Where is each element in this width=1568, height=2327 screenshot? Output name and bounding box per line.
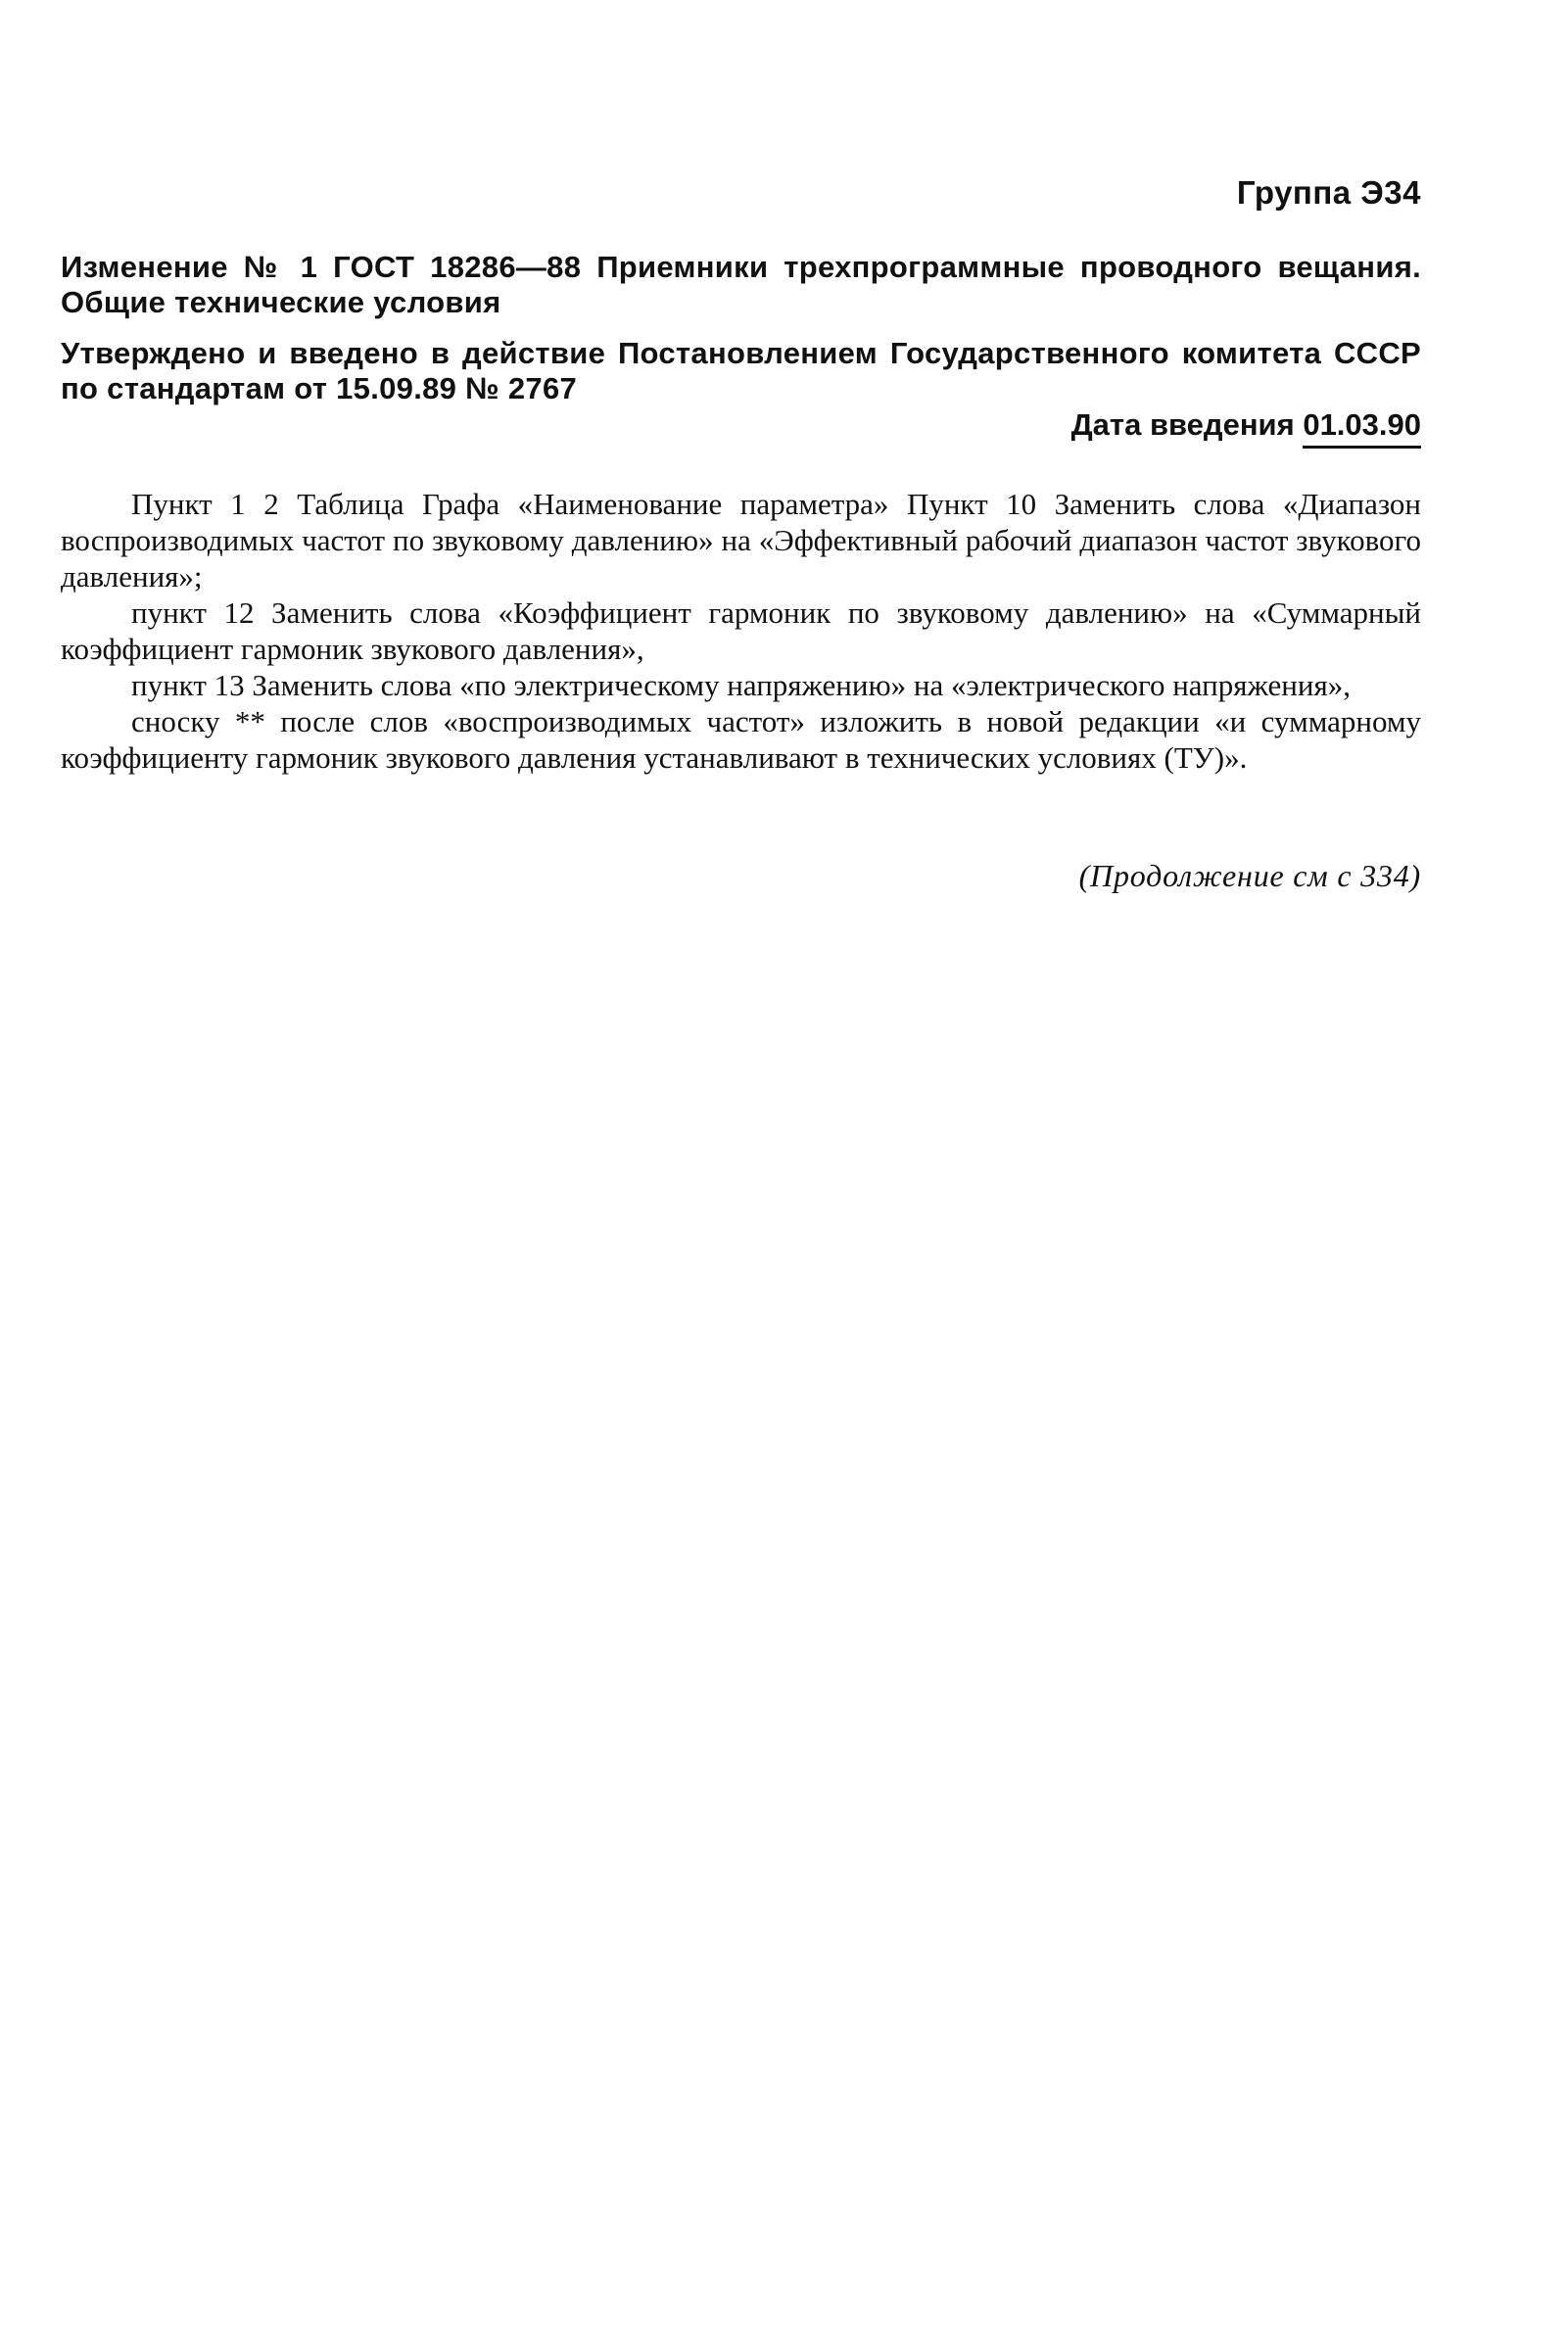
amendment-paragraph-item-13: пункт 13 Заменить слова «по электрическому напряжению» на «электрического напряжения», — [131, 668, 1351, 702]
change-notice-heading: Изменение № 1 ГОСТ 18286—88 Приемники трехпрограммные проводного вещания. Общие технические условия — [61, 250, 1421, 319]
amendment-body — [61, 486, 1421, 776]
continuation-note: (Продолжение см с 334) — [1078, 858, 1421, 893]
amendment-paragraph-footnote: сноску ** после слов «воспроизводимых частот» изложить в новой редакции «и суммарному коэффициенту гармоник звукового давления устанавливают в технических условиях (ТУ)». — [61, 704, 1421, 775]
group-label: Группа Э34 — [1236, 174, 1421, 211]
approval-statement: Утверждено и введено в действие Постановлением Государственного комитета СССР по стандартам от 15.09.89 № 2767 — [61, 336, 1421, 405]
introduction-date — [1071, 407, 1421, 443]
introduction-date-value: 01.03.90 — [1303, 407, 1421, 449]
amendment-paragraph-item-10: Пункт 1 2 Таблица Графа «Наименование параметра» Пункт 10 Заменить слова «Диапазон воспроизводимых частот по звуковому давлению» на «Эффективный рабочий диапазон частот звукового давления»; — [61, 487, 1421, 594]
amendment-paragraph-item-12: пункт 12 Заменить слова «Коэффициент гармоник по звуковому давлению» на «Суммарный коэффициент гармоник звукового давления», — [61, 595, 1421, 666]
introduction-date-label: Дата введения — [1070, 407, 1295, 442]
